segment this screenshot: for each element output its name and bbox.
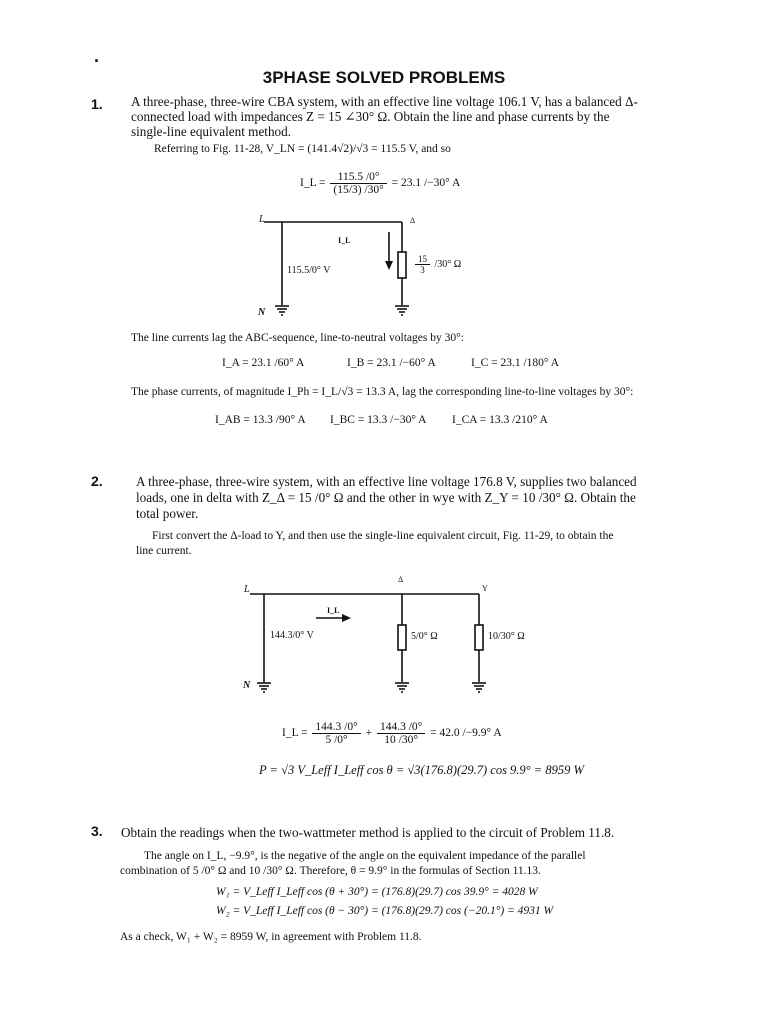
statement-line: loads, one in delta with Z_Δ = 15 /0° Ω and the other in wye with Z_Y = 10 /30° Ω. Obtain the bbox=[136, 490, 636, 505]
node-delta-label: Δ bbox=[410, 216, 416, 225]
convert-line: First convert the Δ-load to Y, and then use the single-line equivalent circuit, Fig. 11-29, to obtain the bbox=[152, 530, 614, 542]
page-title: 3PHASE SOLVED PROBLEMS bbox=[262, 68, 506, 87]
fraction-numerator: 144.3 /0° bbox=[377, 721, 425, 734]
fraction-denominator: 5 /0° bbox=[325, 734, 348, 746]
node-delta-label: Δ bbox=[398, 575, 404, 584]
problem-1-referring: Referring to Fig. 11-28, V_LN = (141.4√2)/√3 = 115.5 V, and so bbox=[154, 143, 451, 155]
problem-2-power-equation: P = √3 V_Leff I_Leff cos θ = √3(176.8)(29.7) cos 9.9° = 8959 W bbox=[259, 763, 584, 777]
equation-rhs: = 23.1 /−30° A bbox=[391, 177, 461, 190]
convert-line: line current. bbox=[136, 545, 192, 557]
text-line: combination of 5 /0° Ω and 10 /30° Ω. Therefore, θ = 9.9° in the formulas of Section 11.13. bbox=[120, 865, 541, 877]
node-l-label: L bbox=[259, 214, 265, 225]
fraction-denominator: (15/3) /30° bbox=[333, 184, 384, 196]
problem-3-check: As a check, W₁ + W₂ = 8959 W, in agreement with Problem 11.8. bbox=[120, 931, 422, 943]
impedance-2-label: 10/30° Ω bbox=[488, 631, 525, 642]
text-line: The angle on I_L, −9.9°, is the negative of the angle on the equivalent impedance of the parallel bbox=[144, 850, 586, 862]
node-y-label: Y bbox=[482, 584, 488, 593]
node-n-label: N bbox=[258, 307, 266, 318]
problem-3-text bbox=[120, 849, 650, 879]
node-l-label: L bbox=[244, 584, 250, 595]
equation-rhs: = 42.0 /−9.9° A bbox=[430, 727, 502, 740]
bullet-mark: . bbox=[94, 46, 100, 66]
phase-current-ab: I_AB = 13.3 /90° A bbox=[215, 414, 306, 426]
wattmeter-2-equation: W₂ = V_Leff I_Leff cos (θ − 30°) = (176.8)(29.7) cos (−20.1°) = 4931 W bbox=[216, 905, 554, 917]
line-current-b: I_B = 23.1 /−60° A bbox=[347, 357, 436, 369]
phase-current-ca: I_CA = 13.3 /210° A bbox=[452, 414, 548, 426]
impedance-angle: /30° Ω bbox=[434, 258, 462, 270]
wattmeter-1-equation: W₁ = V_Leff I_Leff cos (θ + 30°) = (176.8)(29.7) cos 39.9° = 4028 W bbox=[216, 886, 538, 898]
source-voltage-label: 144.3/0° V bbox=[270, 630, 314, 641]
statement-line: connected load with impedances Z = 15 ∠30° Ω. Obtain the line and phase currents by the bbox=[131, 109, 610, 124]
equation-lhs: I_L = bbox=[282, 727, 308, 740]
problem-3-statement: Obtain the readings when the two-wattmeter method is applied to the circuit of Problem 11.8. bbox=[121, 825, 615, 840]
fraction-numerator: 115.5 /0° bbox=[330, 171, 386, 184]
line-current-c: I_C = 23.1 /180° A bbox=[471, 357, 560, 369]
statement-line: total power. bbox=[136, 506, 199, 521]
impedance-numerator: 15 bbox=[415, 254, 430, 265]
current-il-label: I_L bbox=[338, 236, 351, 245]
source-voltage-label: 115.5/0° V bbox=[287, 265, 331, 276]
problem-1-phase-text: The phase currents, of magnitude I_Ph = I_L/√3 = 13.3 A, lag the corresponding line-to-line voltages by 30°: bbox=[131, 386, 634, 398]
line-current-a: I_A = 23.1 /60° A bbox=[222, 357, 305, 369]
impedance-denominator: 3 bbox=[420, 265, 425, 275]
statement-line: single-line equivalent method. bbox=[131, 124, 292, 139]
fraction-denominator: 10 /30° bbox=[384, 734, 418, 746]
equation-lhs: I_L = bbox=[300, 177, 326, 190]
node-n-label: N bbox=[243, 680, 251, 691]
problem-2-il-equation: I_L = $\frac{144.3 /0^\circ}{5 /0^\circ}$ + $\frac{144.3 /0^\circ}{10 /30^\circ}$ = 42.0 /−9.9° A bbox=[282, 721, 502, 746]
statement-line: A three-phase, three-wire system, with an effective line voltage 176.8 V, supplies two balanced bbox=[136, 474, 637, 489]
problem-2-number: 2. bbox=[91, 473, 103, 489]
impedance-1-label: 5/0° Ω bbox=[411, 631, 438, 642]
problem-1-number: 1. bbox=[91, 96, 103, 112]
phase-current-bc: I_BC = 13.3 /−30° A bbox=[330, 414, 427, 426]
statement-line: A three-phase, three-wire CBA system, with an effective line voltage 106.1 V, has a balanced Δ- bbox=[131, 94, 638, 109]
fraction-numerator: 144.3 /0° bbox=[312, 721, 360, 734]
current-il-label: I_L bbox=[327, 606, 340, 615]
problem-1-lag-text: The line currents lag the ABC-sequence, line-to-neutral voltages by 30°: bbox=[131, 332, 464, 344]
problem-3-number: 3. bbox=[91, 823, 103, 839]
